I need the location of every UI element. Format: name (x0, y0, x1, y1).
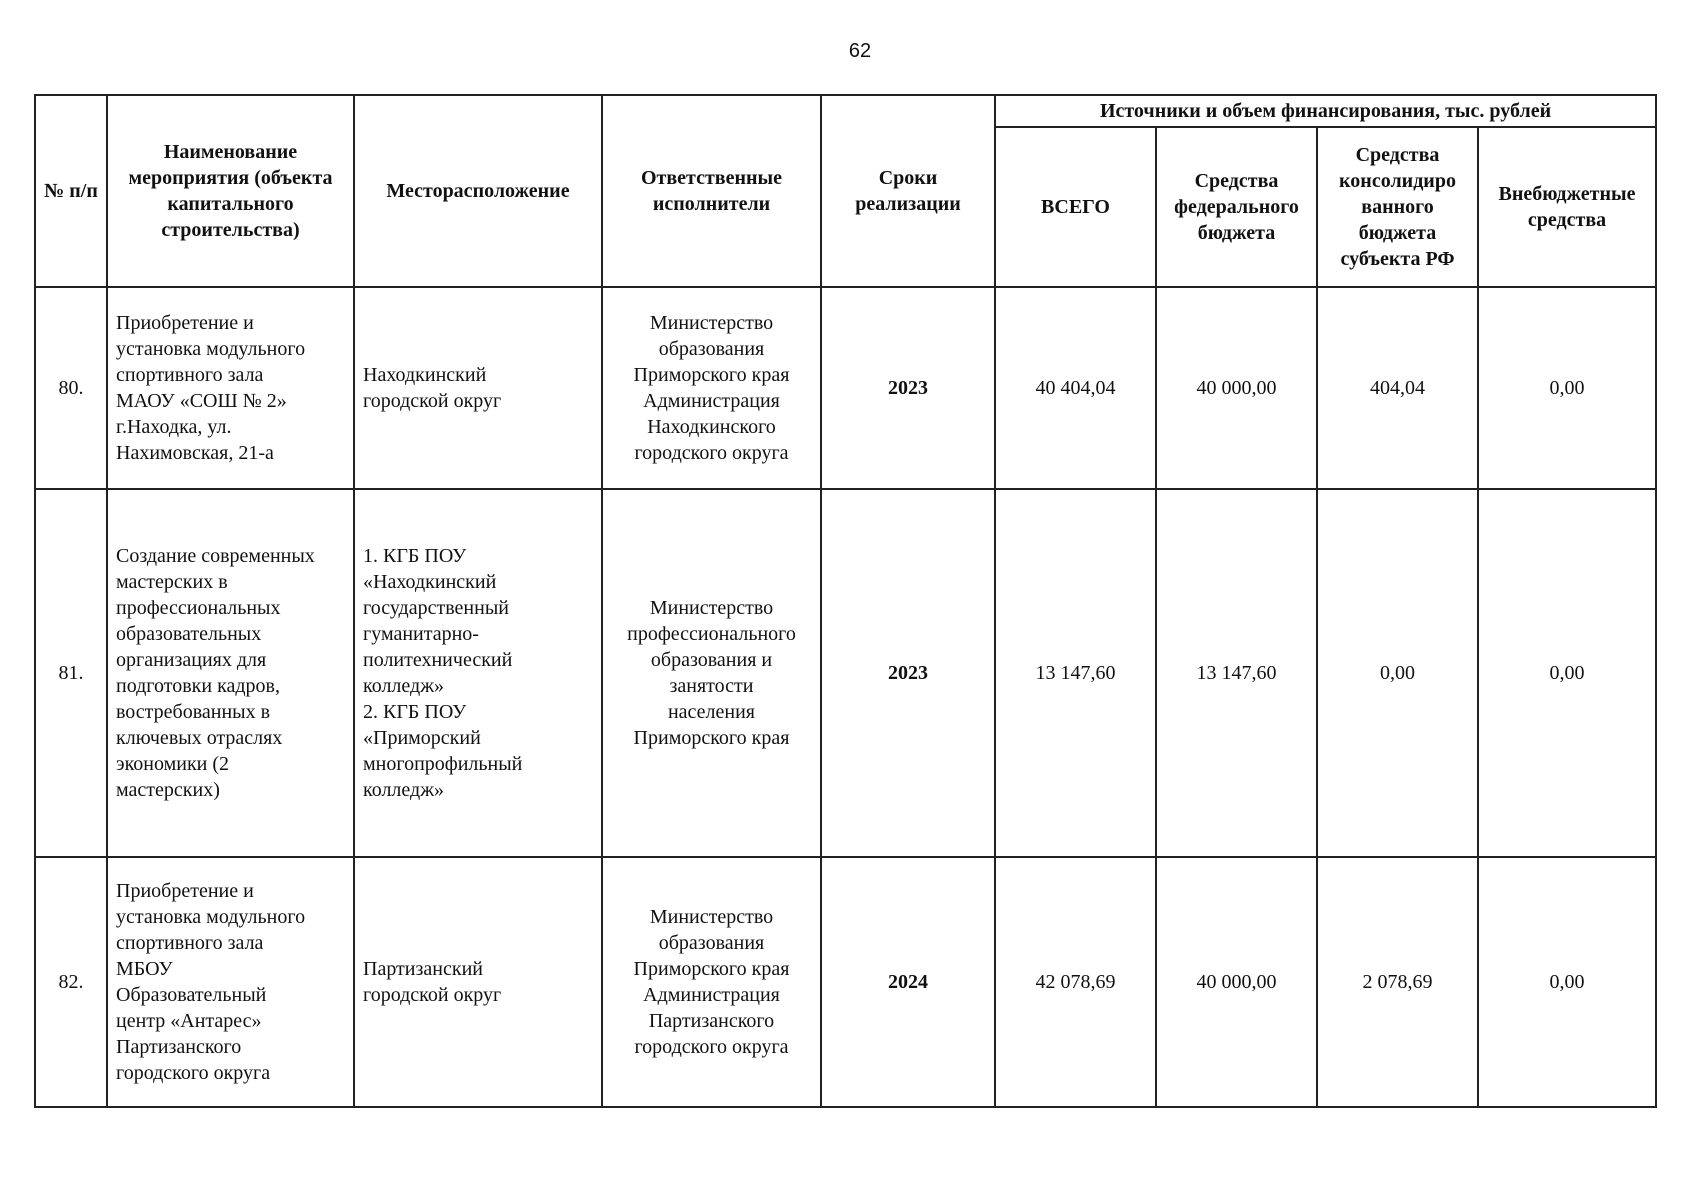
row-location: 1. КГБ ПОУ «Находкинский государственный гуманитарно- политехнический колледж» 2. КГБ ПОУ «Приморский многопрофильный колледж» (354, 489, 602, 857)
row-executors: Министерство образования Приморского края Администрация Находкинского городского округа (602, 287, 821, 489)
row-location: Находкинский городской округ (354, 287, 602, 489)
table-row (35, 489, 1656, 857)
page-number: 62 (848, 40, 872, 62)
header-executors: Ответственные исполнители (602, 95, 821, 287)
row-executors: Министерство профессионального образования и занятости населения Приморского края (602, 489, 821, 857)
row-terms: 2023 (821, 287, 995, 489)
row-num: 82. (35, 857, 107, 1107)
header-total: ВСЕГО (995, 127, 1156, 287)
header-location: Месторасположение (354, 95, 602, 287)
row-extrabudget: 0,00 (1478, 287, 1656, 489)
row-terms: 2024 (821, 857, 995, 1107)
header-federal: Средства федерального бюджета (1156, 127, 1317, 287)
row-terms: 2023 (821, 489, 995, 857)
financing-table (34, 94, 1657, 1108)
row-federal: 40 000,00 (1156, 287, 1317, 489)
header-name: Наименование мероприятия (объекта капитального строительства) (107, 95, 354, 287)
row-executors: Министерство образования Приморского края Администрация Партизанского городского округа (602, 857, 821, 1107)
row-regional: 404,04 (1317, 287, 1478, 489)
header-regional: Средства консолидиро ванного бюджета субъекта РФ (1317, 127, 1478, 287)
header-funding-group: Источники и объем финансирования, тыс. рублей (995, 95, 1656, 127)
row-total: 40 404,04 (995, 287, 1156, 489)
row-total: 42 078,69 (995, 857, 1156, 1107)
row-regional: 2 078,69 (1317, 857, 1478, 1107)
row-name: Создание современных мастерских в профессиональных образовательных организациях для подготовки кадров, востребованных в ключевых отраслях экономики (2 мастерских) (107, 489, 354, 857)
table-row (35, 857, 1656, 1107)
row-extrabudget: 0,00 (1478, 489, 1656, 857)
row-federal: 13 147,60 (1156, 489, 1317, 857)
header-num: № п/п (35, 95, 107, 287)
row-regional: 0,00 (1317, 489, 1478, 857)
row-num: 81. (35, 489, 107, 857)
row-extrabudget: 0,00 (1478, 857, 1656, 1107)
table-row (35, 287, 1656, 489)
row-num: 80. (35, 287, 107, 489)
row-federal: 40 000,00 (1156, 857, 1317, 1107)
row-total: 13 147,60 (995, 489, 1156, 857)
row-name: Приобретение и установка модульного спортивного зала МАОУ «СОШ № 2» г.Находка, ул. Нахимовская, 21-а (107, 287, 354, 489)
header-terms: Сроки реализации (821, 95, 995, 287)
row-name: Приобретение и установка модульного спортивного зала МБОУ Образовательный центр «Антарес» Партизанского городского округа (107, 857, 354, 1107)
header-extrabudget: Внебюджетные средства (1478, 127, 1656, 287)
row-location: Партизанский городской округ (354, 857, 602, 1107)
